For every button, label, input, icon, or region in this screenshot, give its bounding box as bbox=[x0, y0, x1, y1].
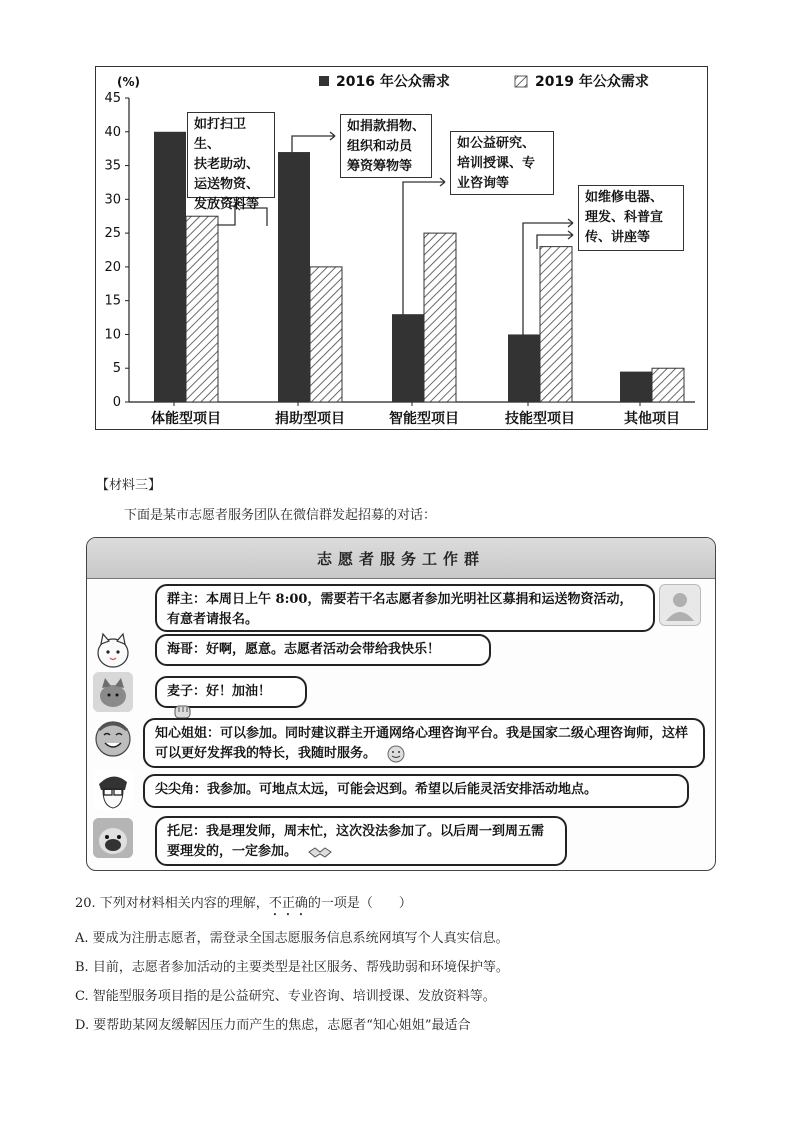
glasses-man-icon bbox=[93, 770, 133, 810]
bar-2019 bbox=[540, 247, 572, 402]
note-intellectual: 如公益研究、 培训授课、专 业咨询等 bbox=[450, 131, 554, 195]
bar-2019 bbox=[652, 368, 684, 402]
chat-title: 志愿者服务工作群 bbox=[87, 538, 715, 579]
x-tick-label: 其他项目 bbox=[624, 411, 680, 427]
x-tick-label: 智能型项目 bbox=[389, 411, 459, 427]
jianjianjiao-avatar bbox=[93, 770, 133, 810]
option-a: A. 要成为注册志愿者，需登录全国志愿服务信息系统网填写个人真实信息。 bbox=[75, 931, 509, 946]
bar-2016 bbox=[620, 372, 652, 402]
note-donation: 如捐款捐物、 组织和动员 筹资筹物等 bbox=[340, 114, 432, 178]
cartoon-cat-icon bbox=[93, 630, 133, 670]
question-stem-emphasis: 不正确 bbox=[268, 896, 308, 911]
note-skill: 如维修电器、 理发、科普宣 传、讲座等 bbox=[578, 185, 684, 251]
chat-message-maizi-text: 麦子：好！加油！ bbox=[167, 684, 272, 699]
chat-window bbox=[86, 537, 716, 871]
group-owner-avatar bbox=[659, 584, 701, 626]
chat-message-zhixin bbox=[143, 718, 705, 768]
material-three-label: 【材料三】 bbox=[96, 478, 162, 493]
option-d: D. 要帮助某网友缓解因压力而产生的焦虑，志愿者“知心姐姐”最适合 bbox=[75, 1018, 471, 1033]
bar-2016 bbox=[392, 314, 424, 402]
chat-message-maizi bbox=[155, 676, 307, 708]
question-stem-suffix: 的一项是（ ） bbox=[307, 896, 412, 911]
bar-2019 bbox=[186, 216, 218, 402]
y-tick-label: 5 bbox=[112, 361, 121, 377]
y-tick-label: 30 bbox=[104, 192, 121, 208]
x-tick-label: 技能型项目 bbox=[505, 411, 575, 427]
chat-message-tony-text: 托尼：我是理发师，周末忙，这次没法参加了。以后周一到周五需要理发的，一定参加。 bbox=[167, 824, 545, 859]
y-tick-label: 45 bbox=[104, 91, 121, 106]
y-tick-label: 20 bbox=[104, 259, 121, 275]
note-physical: 如打扫卫生、 扶老助动、 运送物资、 发放资料等 bbox=[187, 112, 275, 198]
intro-text: 下面是某市志愿者服务团队在微信群发起招募的对话： bbox=[124, 508, 437, 523]
y-tick-label: 25 bbox=[104, 226, 121, 242]
x-tick-label: 体能型项目 bbox=[151, 411, 221, 427]
user-silhouette-icon bbox=[660, 585, 700, 625]
legend-swatch-2016 bbox=[319, 76, 329, 86]
bar-2019 bbox=[310, 267, 342, 402]
zhixin-avatar bbox=[93, 718, 133, 758]
chat-message-tony bbox=[155, 816, 567, 866]
question-stem-prefix: 20. 下列对材料相关内容的理解， bbox=[75, 896, 269, 911]
chat-message-owner: 群主：本周日上午 8:00，需要若干名志愿者参加光明社区募捐和运送物资活动，有意者请报名。 bbox=[155, 584, 655, 632]
y-tick-label: 15 bbox=[104, 293, 121, 309]
y-tick-label: 0 bbox=[112, 395, 121, 410]
pug-dog-icon bbox=[93, 818, 133, 858]
bar-2019 bbox=[424, 233, 456, 402]
bar-2016 bbox=[278, 152, 310, 402]
chat-message-jianjianjiao: 尖尖角：我参加。可地点太远，可能会迟到。希望以后能灵活安排活动地点。 bbox=[143, 774, 689, 808]
legend-label-2016: 2016 年公众需求 bbox=[336, 74, 450, 90]
y-tick-label: 35 bbox=[104, 158, 121, 174]
legend-swatch-2019 bbox=[515, 76, 527, 87]
haige-avatar bbox=[93, 630, 133, 670]
bar-2016 bbox=[154, 132, 186, 402]
chat-message-haige: 海哥：好啊，愿意。志愿者活动会带给我快乐！ bbox=[155, 634, 491, 666]
y-unit-label: (%) bbox=[117, 75, 140, 89]
y-tick-label: 40 bbox=[104, 124, 121, 140]
option-c: C. 智能型服务项目指的是公益研究、专业咨询、培训授课、发放资料等。 bbox=[75, 989, 496, 1004]
question-stem bbox=[75, 892, 412, 919]
bar-2016 bbox=[508, 334, 540, 402]
tony-avatar bbox=[93, 818, 133, 858]
x-tick-label: 捐助型项目 bbox=[275, 411, 345, 427]
option-b: B. 目前，志愿者参加活动的主要类型是社区服务、帮残助弱和环境保护等。 bbox=[75, 960, 509, 975]
cat-photo-icon bbox=[93, 672, 133, 712]
y-tick-label: 10 bbox=[104, 327, 121, 343]
chat-message-zhixin-text: 知心姐姐：可以参加。同时建议群主开通网络心理咨询平台。我是国家二级心理咨询师，这样可以更好发挥我的特长，我随时服务。 bbox=[155, 726, 689, 761]
handshake-emoji-icon bbox=[308, 844, 332, 860]
maizi-avatar bbox=[93, 672, 133, 712]
legend-label-2019: 2019 年公众需求 bbox=[535, 74, 649, 90]
smiley-face-icon bbox=[93, 718, 133, 758]
smile-emoji-icon bbox=[387, 745, 405, 763]
callout-arrow bbox=[292, 132, 335, 153]
